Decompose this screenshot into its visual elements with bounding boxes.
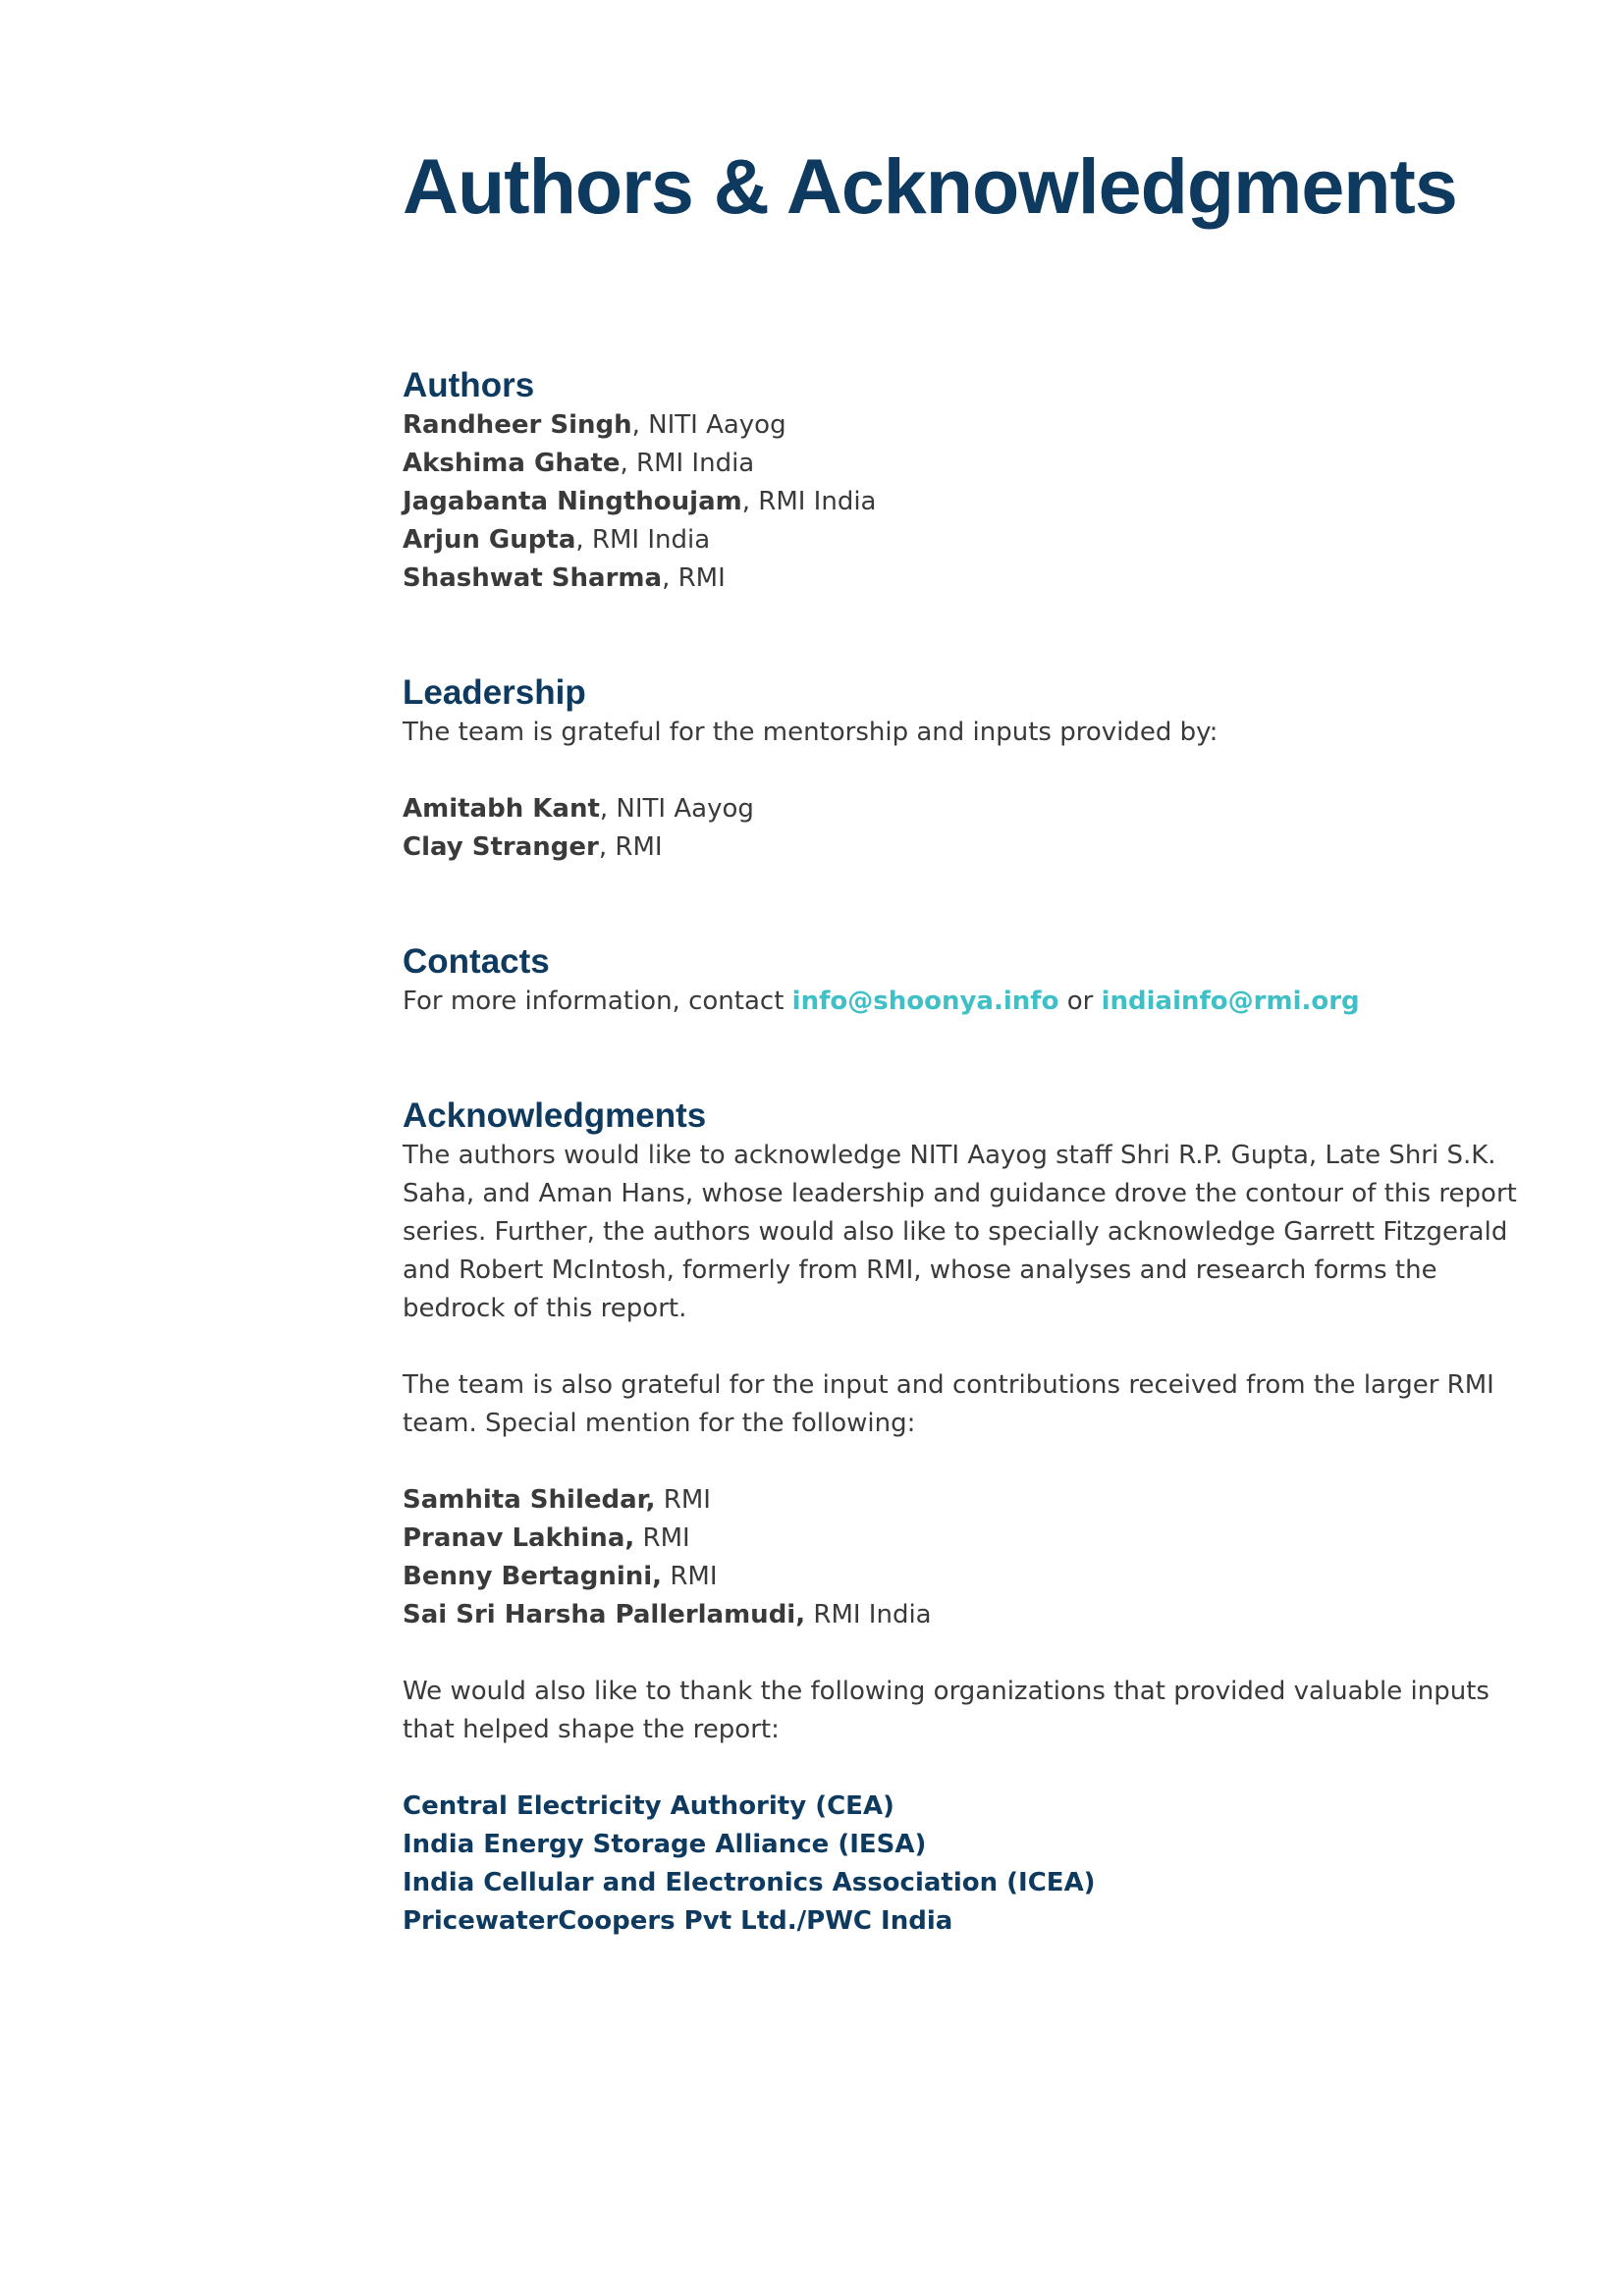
acknowledgments-paragraph: The authors would like to acknowledge NITI Aayog staff Shri R.P. Gupta, Late Shri S.K. Saha, and Aman Hans, whose leadership and guidance drove the contour of this report series. Further, the authors would also like to specially acknowledge Garrett Fitzgerald and Robert McIntosh, formerly from RMI, whose analyses and research forms the bedrock of this report. [403, 1141, 1517, 1323]
author-entry: Shashwat Sharma, RMI [403, 563, 726, 593]
rmi-email-link[interactable]: indiainfo@rmi.org [1101, 987, 1360, 1016]
organization-entry: India Cellular and Electronics Association (ICEA) [403, 1868, 1096, 1897]
author-entry: Randheer Singh, NITI Aayog [403, 410, 786, 440]
organization-entry: Central Electricity Authority (CEA) [403, 1791, 894, 1821]
authors-heading: Authors [403, 366, 535, 404]
organization-entry: PricewaterCoopers Pvt Ltd./PWC India [403, 1906, 953, 1936]
leadership-heading: Leadership [403, 673, 586, 712]
author-entry: Akshima Ghate, RMI India [403, 449, 755, 478]
leader-entry: Amitabh Kant, NITI Aayog [403, 794, 754, 824]
contacts-heading: Contacts [403, 942, 550, 981]
page-title: Authors & Acknowledgments [403, 142, 1457, 230]
contributor-entry: Benny Bertagnini, RMI [403, 1562, 718, 1591]
acknowledgments-paragraph: The team is also grateful for the input and contributions received from the larger RMI team. Special mention for the following: [403, 1370, 1494, 1438]
acknowledgments-heading: Acknowledgments [403, 1096, 707, 1135]
contributor-entry: Samhita Shiledar, RMI [403, 1485, 711, 1515]
acknowledgments-paragraph: We would also like to thank the following organizations that provided valuable inputs that helped shape the report: [403, 1677, 1489, 1744]
acknowledgments-section [403, 1095, 1522, 1941]
author-entry: Arjun Gupta, RMI India [403, 525, 711, 555]
document-page [403, 137, 1522, 1936]
leadership-section [403, 672, 1522, 867]
contributor-entry: Pranav Lakhina, RMI [403, 1523, 690, 1553]
leadership-intro: The team is grateful for the mentorship and inputs provided by: [403, 718, 1218, 747]
shoonya-email-link[interactable]: info@shoonya.info [791, 987, 1059, 1016]
contributor-entry: Sai Sri Harsha Pallerlamudi, RMI India [403, 1600, 932, 1629]
organization-entry: India Energy Storage Alliance (IESA) [403, 1830, 927, 1859]
authors-section [403, 365, 1522, 598]
contacts-section [403, 941, 1522, 1021]
author-entry: Jagabanta Ningthoujam, RMI India [403, 487, 877, 516]
contacts-line: For more information, contact info@shoonya.info or indiainfo@rmi.org [403, 987, 1360, 1016]
leader-entry: Clay Stranger, RMI [403, 832, 663, 862]
